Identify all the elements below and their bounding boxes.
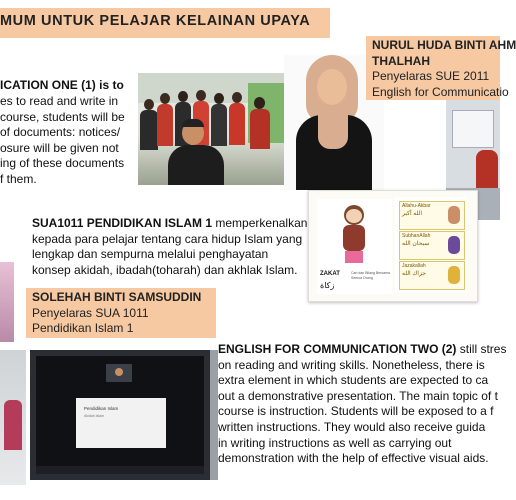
eng1-line: osure will be given not: [0, 140, 119, 155]
eng1-paragraph: [0, 78, 135, 94]
islam-text: memperkenalkan: [212, 216, 308, 230]
eng1-line: course, students will be: [0, 109, 125, 124]
eng2-heading: ENGLISH FOR COMMUNICATION TWO (2): [218, 342, 457, 356]
eng1-line: ICATION ONE (1) is to: [0, 78, 124, 92]
presentation-slide: [76, 398, 166, 448]
teacher1-role-course: English for Communicatio: [372, 84, 509, 99]
book-caption: Cari dan Bilang Bersama Semua Orang: [351, 271, 390, 280]
teacher1-name-cont: THALHAH: [372, 53, 430, 68]
teacher1-namebox: [366, 36, 516, 100]
page-title: MUM UNTUK PELAJAR KELAINAN UPAYA: [0, 13, 311, 29]
book-card: SubhanAllah سبحان الله: [399, 231, 465, 260]
meeting-toolbar: [36, 466, 204, 474]
eng1-body: [0, 94, 135, 188]
teacher2-course: Pendidikan Islam 1: [32, 321, 134, 335]
slide-title: Pendidikan Islam: [84, 406, 119, 411]
zoom-screenshot: [30, 350, 210, 480]
eng1-line: ing of these documents: [0, 156, 125, 171]
teacher1-name: NURUL HUDA BINTI AHM: [372, 38, 516, 52]
eng2-text: in writing instructions as well as carrying out: [218, 435, 452, 450]
eng2-text: course is instruction. Students will be exposed to a f: [218, 404, 494, 419]
zakat-arabic: زكاة: [320, 281, 335, 290]
eng2-text: demonstration with the help of effective visual aids.: [218, 451, 489, 466]
eng2-text: extra element in which students are expected to ca: [218, 373, 489, 388]
book-illustration: [308, 190, 478, 302]
book-card: Jazakallah جزاك الله: [399, 261, 465, 290]
eng2-text: out a demonstrative presentation. The main topic of t: [218, 388, 498, 403]
islam-course-code: SUA1011 PENDIDIKAN ISLAM 1: [32, 216, 213, 230]
islam-text: konsep akidah, ibadah(toharah) dan akhlak Islam.: [32, 262, 298, 277]
islam-text: kepada para pelajar tentang cara hidup Islam yang: [32, 231, 303, 246]
laptop-screen: [36, 356, 204, 474]
left-bottom-photo: [0, 350, 26, 485]
eng1-line: f them.: [0, 171, 37, 186]
video-tile: [106, 364, 132, 382]
eng2-paragraph: [218, 342, 507, 467]
book-left-page: [317, 199, 392, 294]
teacher2-role: Penyelaras SUA 1011: [32, 305, 149, 320]
eng2-text: still stres: [456, 342, 507, 356]
teacher1-role: Penyelaras SUE 2011: [372, 69, 490, 83]
left-edge-photo: [0, 262, 14, 342]
slide-subtitle: Akidah Islam: [84, 414, 105, 418]
teacher2-namebox: [26, 288, 216, 338]
book-card: Allahu-Akbar الله أكبر: [399, 201, 465, 230]
zakat-label: ZAKAT: [320, 271, 340, 277]
teacher2-name: SOLEHAH BINTI SAMSUDDIN: [32, 290, 202, 304]
group-photo: [138, 73, 284, 185]
eng2-text: on reading and writing skills. Nonetheless, there is: [218, 357, 485, 372]
eng2-text: written instructions. They would also receive guida: [218, 419, 486, 434]
islam-text: lengkap dan sempurna melalui penghayatan: [32, 247, 269, 262]
book-right-page: [395, 197, 467, 293]
islam-paragraph: [32, 216, 308, 278]
eng1-line: of documents: notices/: [0, 125, 121, 140]
right-strip-photo: [210, 350, 218, 480]
eng1-line: es to read and write in: [0, 94, 119, 108]
